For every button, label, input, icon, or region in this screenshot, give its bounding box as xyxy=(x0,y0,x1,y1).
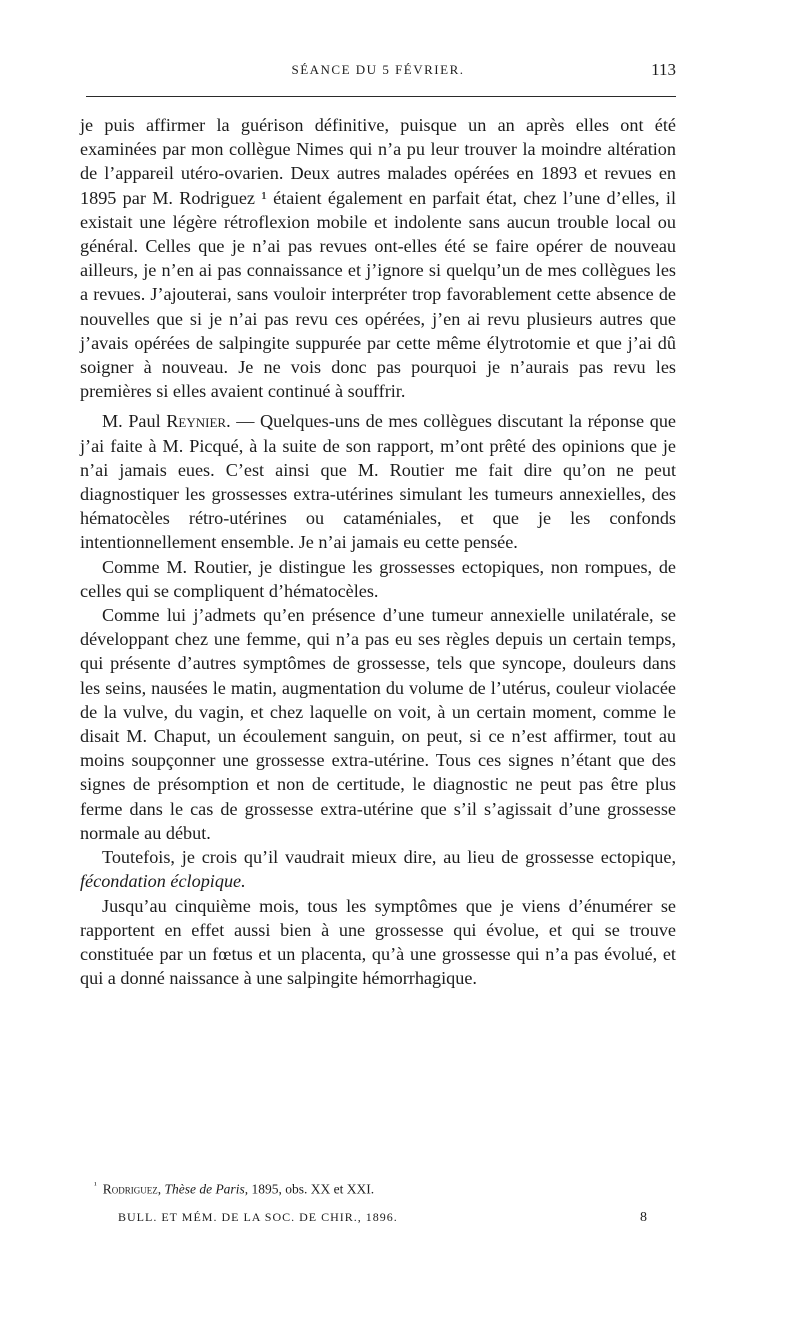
speaker-name: Reynier xyxy=(166,411,227,432)
paragraph-2-text: . — Quelques-uns de mes collègues discutant la réponse que j’ai faite à M. Picqué, à la suite de son rapport, m’ont prêté des opinions que je n’ai jamais eues. C’est ainsi que M. Routier me fait dire qu’on ne peut diagnostiquer les grossesses extra-utérines simulant les tumeurs annexielles, des hématocèles rétro-utérines ou cataméniales, et que je les confonds intentionnellement ensemble. Je n’ai jamais eu cette pensée. xyxy=(80,411,676,553)
footnote-work: Thèse de Paris xyxy=(164,1181,245,1197)
paragraph-6: Jusqu’au cinquième mois, tous les symptômes que je viens d’énumérer se rapportent en effet aussi bien à une grossesse qui évolue, et qui se trouve constituée par un fœtus et un placenta, qu’à une grossesse qui n’a pas évolué, et qui a donné naissance à une salpingite hémorrhagique. xyxy=(80,895,676,989)
footnote-author: Rodriguez xyxy=(102,1181,158,1197)
footnote-marker: ¹ xyxy=(94,1180,97,1190)
footnote: $^{^1}$ Rodriguez, Thèse de Paris, 1895, obs. XX et XXI. xyxy=(94,1180,375,1197)
book-page xyxy=(80,0,676,1324)
paragraph-1: je puis affirmer la guérison définitive, puisque un an après elles ont été examinées par mon collègue Nimes qui n’a pu leur trouver la moindre altération de l’appareil utéro-ovarien. Deux autres malades opérées en 1893 et revues en 1895 par M. Rodriguez ¹ étaient également en parfait état, chez l’une d’elles, il existait une légère rétroflexion mobile et indolente sans aucun trouble local ou général. Celles que je n’ai pas revues ont-elles été se faire opérer de nouveau ailleurs, je n’en ai pas connaissance et j’ignore si quelqu’un de mes collègues les a revues. J’ajouterai, sans vouloir interpréter trop favorablement cette absence de nouvelles que si je n’ai pas revu ces opérées, j’en ai revu plusieurs autres que j’avais opérées de salpingite suppurée par cette même élytrotomie et que j’ai dû soigner à nouveau. Je ne vois donc pas pourquoi je n’aurais pas revu les premières si elles avaient continué à souffrir. xyxy=(80,115,676,402)
paragraph-4: Comme lui j’admets qu’en présence d’une tumeur annexielle unilatérale, se développant chez une femme, qui n’a pas eu ses règles depuis un certain temps, qui présente d’autres symptômes de grossesse, tels que syncope, douleurs dans les seins, nausées le matin, augmentation du volume de l’utérus, couleur violacée de la vulve, du vagin, et chez laquelle on voit, à un certain moment, comme le disait M. Chaput, un écoulement sanguin, on peut, si ce n’est affirmer, tout au moins soupçonner une grossesse extra-utérine. Tous ces signes n’étant que des signes de présomption et non de certitude, le diagnostic ne peut pas être plus ferme dans le cas de grossesse extra-utérine que s’il s’agissait d’une grossesse normale au début. xyxy=(80,605,676,843)
footnote-details: , 1895, obs. XX et XXI. xyxy=(244,1181,375,1197)
page-number: 113 xyxy=(651,60,676,79)
body-text xyxy=(80,113,676,990)
running-title: SÉANCE DU 5 FÉVRIER. xyxy=(291,62,465,77)
paragraph-2 xyxy=(80,409,676,554)
paragraph-5-text: Toutefois, je crois qu’il vaudrait mieux dire, au lieu de grossesse ectopique, xyxy=(102,847,676,868)
signature-number: 8 xyxy=(640,1210,648,1225)
running-head xyxy=(80,62,676,86)
paragraph-5-emphasis: fécondation éclopique. xyxy=(80,871,246,892)
speaker-prefix: M. Paul xyxy=(102,411,167,432)
paragraph-5 xyxy=(80,845,676,893)
header-rule xyxy=(86,96,676,97)
signature-text: BULL. ET MÉM. DE LA SOC. DE CHIR., 1896. xyxy=(118,1210,398,1224)
paragraph-3: Comme M. Routier, je distingue les grossesses ectopiques, non rompues, de celles qui se compliquent d’hématocèles. xyxy=(80,556,676,601)
signature-line xyxy=(118,1210,676,1225)
